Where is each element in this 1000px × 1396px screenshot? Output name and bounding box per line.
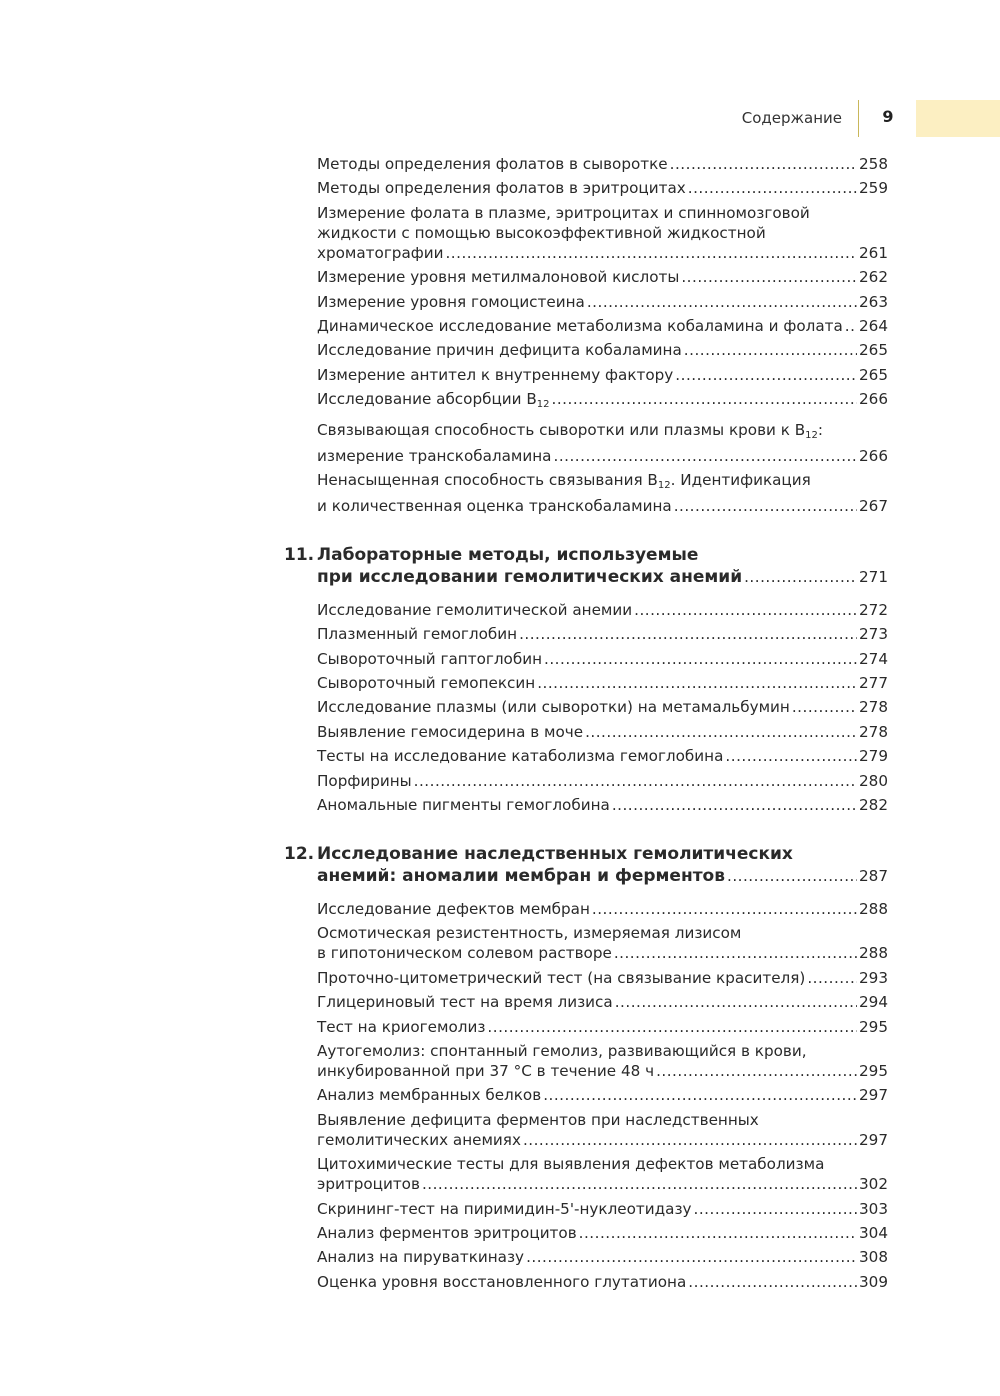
toc-entry-subscript: 12 xyxy=(536,399,550,411)
toc-page-number: 297 xyxy=(859,1130,888,1149)
dot-leader xyxy=(681,267,857,287)
toc-entry xyxy=(284,1085,888,1105)
dot-leader xyxy=(414,771,857,791)
toc-entry-text-part: Плазменный гемоглобин xyxy=(317,625,518,644)
toc-page-number: 274 xyxy=(859,649,888,668)
toc-entry-last-line xyxy=(317,624,888,644)
dot-leader xyxy=(587,292,857,312)
toc-page-number: 273 xyxy=(859,625,888,644)
toc-page-number: 278 xyxy=(859,698,888,717)
toc-entry-text-part: Скрининг-тест на пиримидин-5'-нуклеотидазу xyxy=(317,1199,692,1218)
toc-entry-text-part: Тест на криогемолиз xyxy=(317,1017,486,1036)
toc-entry xyxy=(284,1041,888,1081)
toc-entry-text-part: измерение транскобаламина xyxy=(317,446,552,465)
toc-page-number: 265 xyxy=(859,341,888,360)
toc-entry-text xyxy=(317,1085,541,1105)
dot-leader xyxy=(422,1174,857,1194)
toc-entry-text-part: Выявление гемосидерина в моче xyxy=(317,722,584,741)
toc-entry-line: Аутогемолиз: спонтанный гемолиз, развивающийся в крови, xyxy=(317,1041,807,1060)
toc-entry xyxy=(284,673,888,693)
toc-page-number: 278 xyxy=(859,722,888,741)
toc-entry-last-line xyxy=(317,1017,888,1037)
dot-leader xyxy=(537,673,857,693)
toc-page-number: 295 xyxy=(859,1061,888,1080)
toc-entry xyxy=(284,746,888,766)
toc-entry-line: жидкости с помощью высокоэффективной жидкостной xyxy=(317,223,766,242)
toc-entry-text xyxy=(317,154,668,174)
table-of-contents xyxy=(284,154,888,1296)
toc-page-number: 288 xyxy=(859,944,888,963)
toc-entry-last-line xyxy=(317,1085,888,1105)
dot-leader xyxy=(579,1223,857,1243)
dot-leader xyxy=(526,1247,857,1267)
toc-entry-text xyxy=(317,292,585,312)
toc-entry-last-line xyxy=(317,1174,888,1194)
dot-leader xyxy=(792,697,857,717)
toc-page-number: 303 xyxy=(859,1199,888,1218)
toc-entry-text-part: Анализ на пируваткиназу xyxy=(317,1248,525,1267)
dot-leader xyxy=(845,316,857,336)
toc-page-number: 282 xyxy=(859,796,888,815)
toc-entry-text xyxy=(317,649,542,669)
toc-entry-text xyxy=(317,1130,521,1150)
dot-leader xyxy=(688,1272,857,1292)
toc-entry xyxy=(284,1223,888,1243)
toc-entry xyxy=(284,624,888,644)
toc-page-number: 295 xyxy=(859,1017,888,1036)
toc-entry-subscript: 12 xyxy=(805,429,818,441)
toc-entry-text xyxy=(317,1199,692,1219)
toc-entry-text xyxy=(317,1272,686,1292)
toc-entry-last-line xyxy=(317,389,888,415)
toc-entry xyxy=(284,968,888,988)
toc-entry-text-part: Порфирины xyxy=(317,771,412,790)
toc-page-number: 277 xyxy=(859,674,888,693)
dot-leader xyxy=(674,496,857,516)
toc-entry-last-line xyxy=(317,316,888,336)
toc-entry-text xyxy=(317,624,517,644)
toc-page-number: 267 xyxy=(859,496,888,515)
dot-leader xyxy=(744,566,857,588)
dot-leader xyxy=(656,1061,857,1081)
toc-entry-text xyxy=(317,267,679,287)
toc-entry-text-part: и количественная оценка транскобаламина xyxy=(317,496,672,515)
toc-entry xyxy=(284,1272,888,1292)
toc-entry-text-part: Методы определения фолатов в эритроцитах xyxy=(317,179,686,198)
toc-entry-text: . Идентификация xyxy=(670,470,811,489)
toc-entry-text xyxy=(317,943,612,963)
toc-entry xyxy=(284,267,888,287)
chapter-page-number: 287 xyxy=(859,867,888,886)
toc-entry xyxy=(284,1247,888,1267)
toc-entry xyxy=(284,649,888,669)
toc-page-number: 259 xyxy=(859,179,888,198)
toc-page-number: 266 xyxy=(859,390,888,409)
dot-leader xyxy=(807,968,857,988)
toc-entry-text-part: Измерение уровня гомоцистеина xyxy=(317,292,585,311)
toc-entry xyxy=(284,389,888,415)
toc-entry-text-part: Проточно-цитометрический тест (на связывание красителя) xyxy=(317,968,806,987)
toc-entry xyxy=(284,899,888,919)
chapter-title-text: при исследовании гемолитических анемий xyxy=(317,566,743,587)
toc-entry-line: Осмотическая резистентность, измеряемая лизисом xyxy=(317,924,742,943)
toc-entry-text-part: Тесты на исследование катаболизма гемоглобина xyxy=(317,747,724,766)
dot-leader xyxy=(725,746,857,766)
toc-page-number: 293 xyxy=(859,968,888,987)
toc-entry xyxy=(284,316,888,336)
toc-entry xyxy=(284,365,888,385)
toc-entry-text: Ненасыщенная способность связывания B xyxy=(317,470,658,489)
toc-entry xyxy=(284,771,888,791)
toc-page-number: 261 xyxy=(859,243,888,262)
chapter-title-last-line xyxy=(317,566,888,588)
toc-entry-text: : xyxy=(817,420,823,439)
toc-entry-last-line xyxy=(317,365,888,385)
toc-entry xyxy=(284,1199,888,1219)
toc-entry-text-part: Сывороточный гаптоглобин xyxy=(317,649,543,668)
toc-entry-last-line xyxy=(317,722,888,742)
toc-entry xyxy=(284,1017,888,1037)
toc-entry-text-part: Сывороточный гемопексин xyxy=(317,674,536,693)
toc-entry-last-line xyxy=(317,600,888,620)
toc-entry-line xyxy=(317,470,888,496)
running-header-title: Содержание xyxy=(741,109,842,127)
toc-entry-text-part: гемолитических анемиях xyxy=(317,1130,521,1149)
toc-entry xyxy=(284,470,888,516)
toc-entry-text xyxy=(317,496,672,516)
toc-entry-text xyxy=(317,365,673,385)
chapter-number: 11. xyxy=(284,544,315,565)
dot-leader xyxy=(445,243,857,263)
dot-leader xyxy=(487,1017,857,1037)
toc-entry-text xyxy=(317,389,550,415)
toc-entry-text-part: в гипотоническом солевом растворе xyxy=(317,944,612,963)
toc-entry-text-part: Исследование абсорбции B xyxy=(317,390,537,409)
toc-entry-text-part: эритроцитов xyxy=(317,1175,420,1194)
toc-entry-last-line xyxy=(317,446,888,466)
toc-page-number: 263 xyxy=(859,292,888,311)
toc-page-number: 280 xyxy=(859,771,888,790)
toc-entry-last-line xyxy=(317,292,888,312)
toc-entry-text xyxy=(317,968,805,988)
chapter-title-text: анемий: аномалии мембран и ферментов xyxy=(317,866,725,887)
toc-entry-text xyxy=(317,1061,654,1081)
toc-page-number: 309 xyxy=(859,1272,888,1291)
toc-entry-last-line xyxy=(317,340,888,360)
toc-entry-text-part: Исследование плазмы (или сыворотки) на метамальбумин xyxy=(317,698,790,717)
toc-entry-text xyxy=(317,1223,577,1243)
toc-page-number: 272 xyxy=(859,600,888,619)
chapter-heading xyxy=(284,544,888,588)
toc-page-number: 297 xyxy=(859,1086,888,1105)
toc-page-number: 266 xyxy=(859,446,888,465)
header-divider xyxy=(858,100,859,137)
toc-entry-text-part: Исследование гемолитической анемии xyxy=(317,600,633,619)
dot-leader xyxy=(519,624,857,644)
toc-entry-text xyxy=(317,243,443,263)
toc-entry-last-line xyxy=(317,1130,888,1150)
toc-entry xyxy=(284,795,888,815)
toc-entry xyxy=(284,154,888,174)
toc-entry-text-part: Анализ ферментов эритроцитов xyxy=(317,1223,577,1242)
toc-page-number: 308 xyxy=(859,1248,888,1267)
toc-entry xyxy=(284,178,888,198)
dot-leader xyxy=(585,722,857,742)
chapter-number: 12. xyxy=(284,844,315,865)
toc-entry xyxy=(284,697,888,717)
toc-entry-text-part: Оценка уровня восстановленного глутатиона xyxy=(317,1272,687,1291)
dot-leader xyxy=(694,1199,857,1219)
toc-entry-line: Измерение фолата в плазме, эритроцитах и спинномозговой xyxy=(317,203,810,222)
toc-entry-last-line xyxy=(317,1247,888,1267)
dot-leader xyxy=(552,389,857,409)
toc-entry-last-line xyxy=(317,243,888,263)
toc-entry-text-part: хроматографии xyxy=(317,243,444,262)
toc-entry-last-line xyxy=(317,943,888,963)
toc-entry-text xyxy=(317,316,843,336)
toc-entry-last-line xyxy=(317,267,888,287)
toc-entry-text-part: инкубированной при 37 °С в течение 48 ч xyxy=(317,1061,655,1080)
toc-entry-text: Связывающая способность сыворотки или плазмы крови к B xyxy=(317,420,806,439)
toc-page-number: 302 xyxy=(859,1175,888,1194)
chapter-title-line: Лабораторные методы, используемые xyxy=(317,544,699,565)
dot-leader xyxy=(523,1130,857,1150)
toc-entry-last-line xyxy=(317,496,888,516)
toc-entry-last-line xyxy=(317,795,888,815)
toc-entry-last-line xyxy=(317,992,888,1012)
toc-entry-text-part: Исследование дефектов мембран xyxy=(317,900,590,919)
toc-page-number: 265 xyxy=(859,365,888,384)
toc-entry-text-part: Динамическое исследование метаболизма кобаламина и фолата xyxy=(317,316,843,335)
toc-entry-last-line xyxy=(317,178,888,198)
dot-leader xyxy=(670,154,857,174)
dot-leader xyxy=(684,340,857,360)
toc-page-number: 279 xyxy=(859,747,888,766)
toc-entry-line xyxy=(317,420,888,446)
toc-entry-last-line xyxy=(317,1199,888,1219)
toc-entry-subscript: 12 xyxy=(657,479,671,491)
toc-entry xyxy=(284,203,888,263)
toc-entry-line: Цитохимические тесты для выявления дефектов метаболизма xyxy=(317,1155,825,1174)
toc-entry-text xyxy=(317,673,535,693)
toc-entry-last-line xyxy=(317,1223,888,1243)
toc-entry-last-line xyxy=(317,1061,888,1081)
toc-entry-text-part: Измерение уровня метилмалоновой кислоты xyxy=(317,268,680,287)
dot-leader xyxy=(554,446,858,466)
dot-leader xyxy=(688,178,857,198)
dot-leader xyxy=(615,992,857,1012)
dot-leader xyxy=(634,600,857,620)
page-number: 9 xyxy=(882,107,894,126)
toc-entry-text-part: Измерение антител к внутреннему фактору xyxy=(317,365,674,384)
toc-entry-last-line xyxy=(317,771,888,791)
toc-entry-last-line xyxy=(317,673,888,693)
toc-entry-last-line xyxy=(317,649,888,669)
toc-entry-text xyxy=(317,600,632,620)
toc-entry-text xyxy=(317,722,583,742)
toc-entry-line: Выявление дефицита ферментов при наследственных xyxy=(317,1110,759,1129)
toc-entry-text xyxy=(317,1174,420,1194)
toc-entry xyxy=(284,600,888,620)
toc-entry-text xyxy=(317,746,723,766)
toc-entry-text xyxy=(317,795,610,815)
toc-entry-last-line xyxy=(317,1272,888,1292)
toc-entry xyxy=(284,340,888,360)
toc-entry-text-part: Исследование причин дефицита кобаламина xyxy=(317,341,682,360)
toc-entry xyxy=(284,1110,888,1150)
toc-entry xyxy=(284,992,888,1012)
toc-entry-text xyxy=(317,899,590,919)
chapter-title-last-line xyxy=(317,865,888,887)
toc-entry-text xyxy=(317,992,613,1012)
toc-entry xyxy=(284,722,888,742)
toc-entry xyxy=(284,420,888,466)
toc-entry-last-line xyxy=(317,154,888,174)
chapter-page-number: 271 xyxy=(859,567,888,586)
chapter-heading xyxy=(284,843,888,887)
toc-entry-text xyxy=(317,340,682,360)
toc-page-number: 258 xyxy=(859,155,888,173)
toc-page-number: 262 xyxy=(859,268,888,287)
toc-entry-last-line xyxy=(317,968,888,988)
header-accent-bar xyxy=(916,100,1000,137)
toc-entry-text-part: Глицериновый тест на время лизиса xyxy=(317,993,613,1012)
dot-leader xyxy=(612,795,857,815)
toc-entry-last-line xyxy=(317,746,888,766)
toc-entry-text xyxy=(317,771,412,791)
toc-page-number: 264 xyxy=(859,316,888,335)
toc-entry-text-part: Методы определения фолатов в сыворотке xyxy=(317,155,668,173)
dot-leader xyxy=(614,943,857,963)
chapter-title-line: Исследование наследственных гемолитических xyxy=(317,844,793,865)
toc-entry-text xyxy=(317,446,552,466)
toc-page-number: 294 xyxy=(859,993,888,1012)
toc-page-number: 288 xyxy=(859,900,888,919)
toc-entry-text xyxy=(317,697,790,717)
toc-page-number: 304 xyxy=(859,1223,888,1242)
toc-entry-text-part: Аномальные пигменты гемоглобина xyxy=(317,796,610,815)
toc-entry-text xyxy=(317,178,686,198)
toc-entry xyxy=(284,292,888,312)
toc-entry-text xyxy=(317,1017,485,1037)
toc-entry xyxy=(284,1154,888,1194)
dot-leader xyxy=(543,1085,857,1105)
toc-entry-last-line xyxy=(317,697,888,717)
dot-leader xyxy=(727,865,857,887)
toc-entry-text-part: Анализ мембранных белков xyxy=(317,1086,542,1105)
toc-entry xyxy=(284,923,888,963)
toc-entry-text xyxy=(317,1247,524,1267)
dot-leader xyxy=(544,649,857,669)
dot-leader xyxy=(592,899,857,919)
dot-leader xyxy=(675,365,857,385)
toc-entry-last-line xyxy=(317,899,888,919)
